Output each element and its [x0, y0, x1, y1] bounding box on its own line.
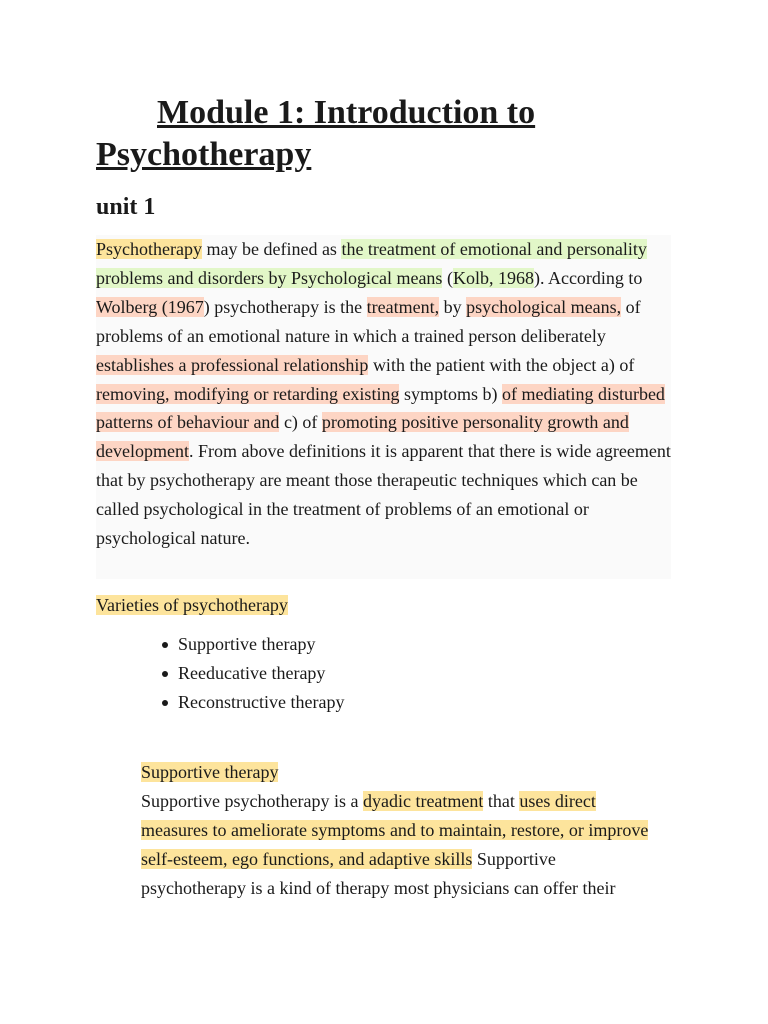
- intro-segment: Kolb, 1968: [452, 267, 534, 288]
- intro-segment: with the patient with the object a) of: [368, 354, 635, 375]
- intro-block: [96, 235, 671, 579]
- intro-segment: establishes a professional relationship: [96, 354, 369, 375]
- intro-segment: symptoms b): [399, 383, 502, 404]
- supportive-segment: dyadic treatment: [362, 791, 484, 811]
- supportive-heading: [141, 758, 278, 787]
- intro-segment: removing, modifying or retarding existing: [96, 383, 400, 404]
- intro-segment: may be defined as: [201, 239, 342, 259]
- intro-segment: by: [439, 296, 467, 317]
- supportive-heading-text: Supportive therapy: [141, 762, 279, 782]
- intro-segment: promoting positive personality growth and development: [96, 412, 629, 462]
- supportive-segment: Supportive psychotherapy is a: [141, 791, 363, 811]
- intro-paragraph: [96, 235, 671, 553]
- supportive-segment: Supportive psychotherapy is a kind of therapy most physicians can offer their: [141, 849, 616, 898]
- varieties-heading-text: Varieties of psychotherapy: [96, 595, 288, 615]
- intro-segment: psychological means,: [466, 296, 622, 317]
- intro-segment: treatment,: [366, 296, 440, 317]
- supportive-segment: uses direct measures to ameliorate symptoms and to maintain, restore, or improve self-esteem, ego functions, and adaptive skills: [141, 791, 649, 869]
- intro-segment: (: [442, 267, 453, 288]
- unit-heading: unit 1: [96, 194, 156, 220]
- intro-segment: Psychotherapy: [96, 239, 202, 259]
- intro-segment: Wolberg (1967: [96, 296, 204, 317]
- supportive-paragraph: [141, 787, 661, 903]
- varieties-heading: [96, 590, 288, 620]
- supportive-segment: that: [483, 791, 520, 811]
- list-item: Reeducative therapy: [178, 659, 344, 688]
- intro-segment: ). According to: [533, 267, 643, 288]
- intro-segment: ) psychotherapy is the: [203, 296, 367, 317]
- intro-segment: of mediating disturbed patterns of behaviour and: [96, 383, 665, 433]
- page-title: Module 1: Introduction to Psychotherapy: [96, 94, 536, 173]
- list-item: Reconstructive therapy: [178, 688, 344, 717]
- intro-segment: . From above definitions it is apparent that there is wide agreement that by psychotherapy are meant those therapeutic techniques which can be called psychological in the treatment of problems of an emotional or psychological nature.: [96, 441, 671, 549]
- list-item: Supportive therapy: [178, 630, 344, 659]
- intro-segment: the treatment of emotional and personality problems and disorders by Psychological means: [96, 239, 647, 288]
- intro-segment: c) of: [279, 412, 322, 433]
- varieties-list: [178, 630, 344, 717]
- intro-segment: of problems of an emotional nature in which a trained person deliberately: [96, 296, 641, 346]
